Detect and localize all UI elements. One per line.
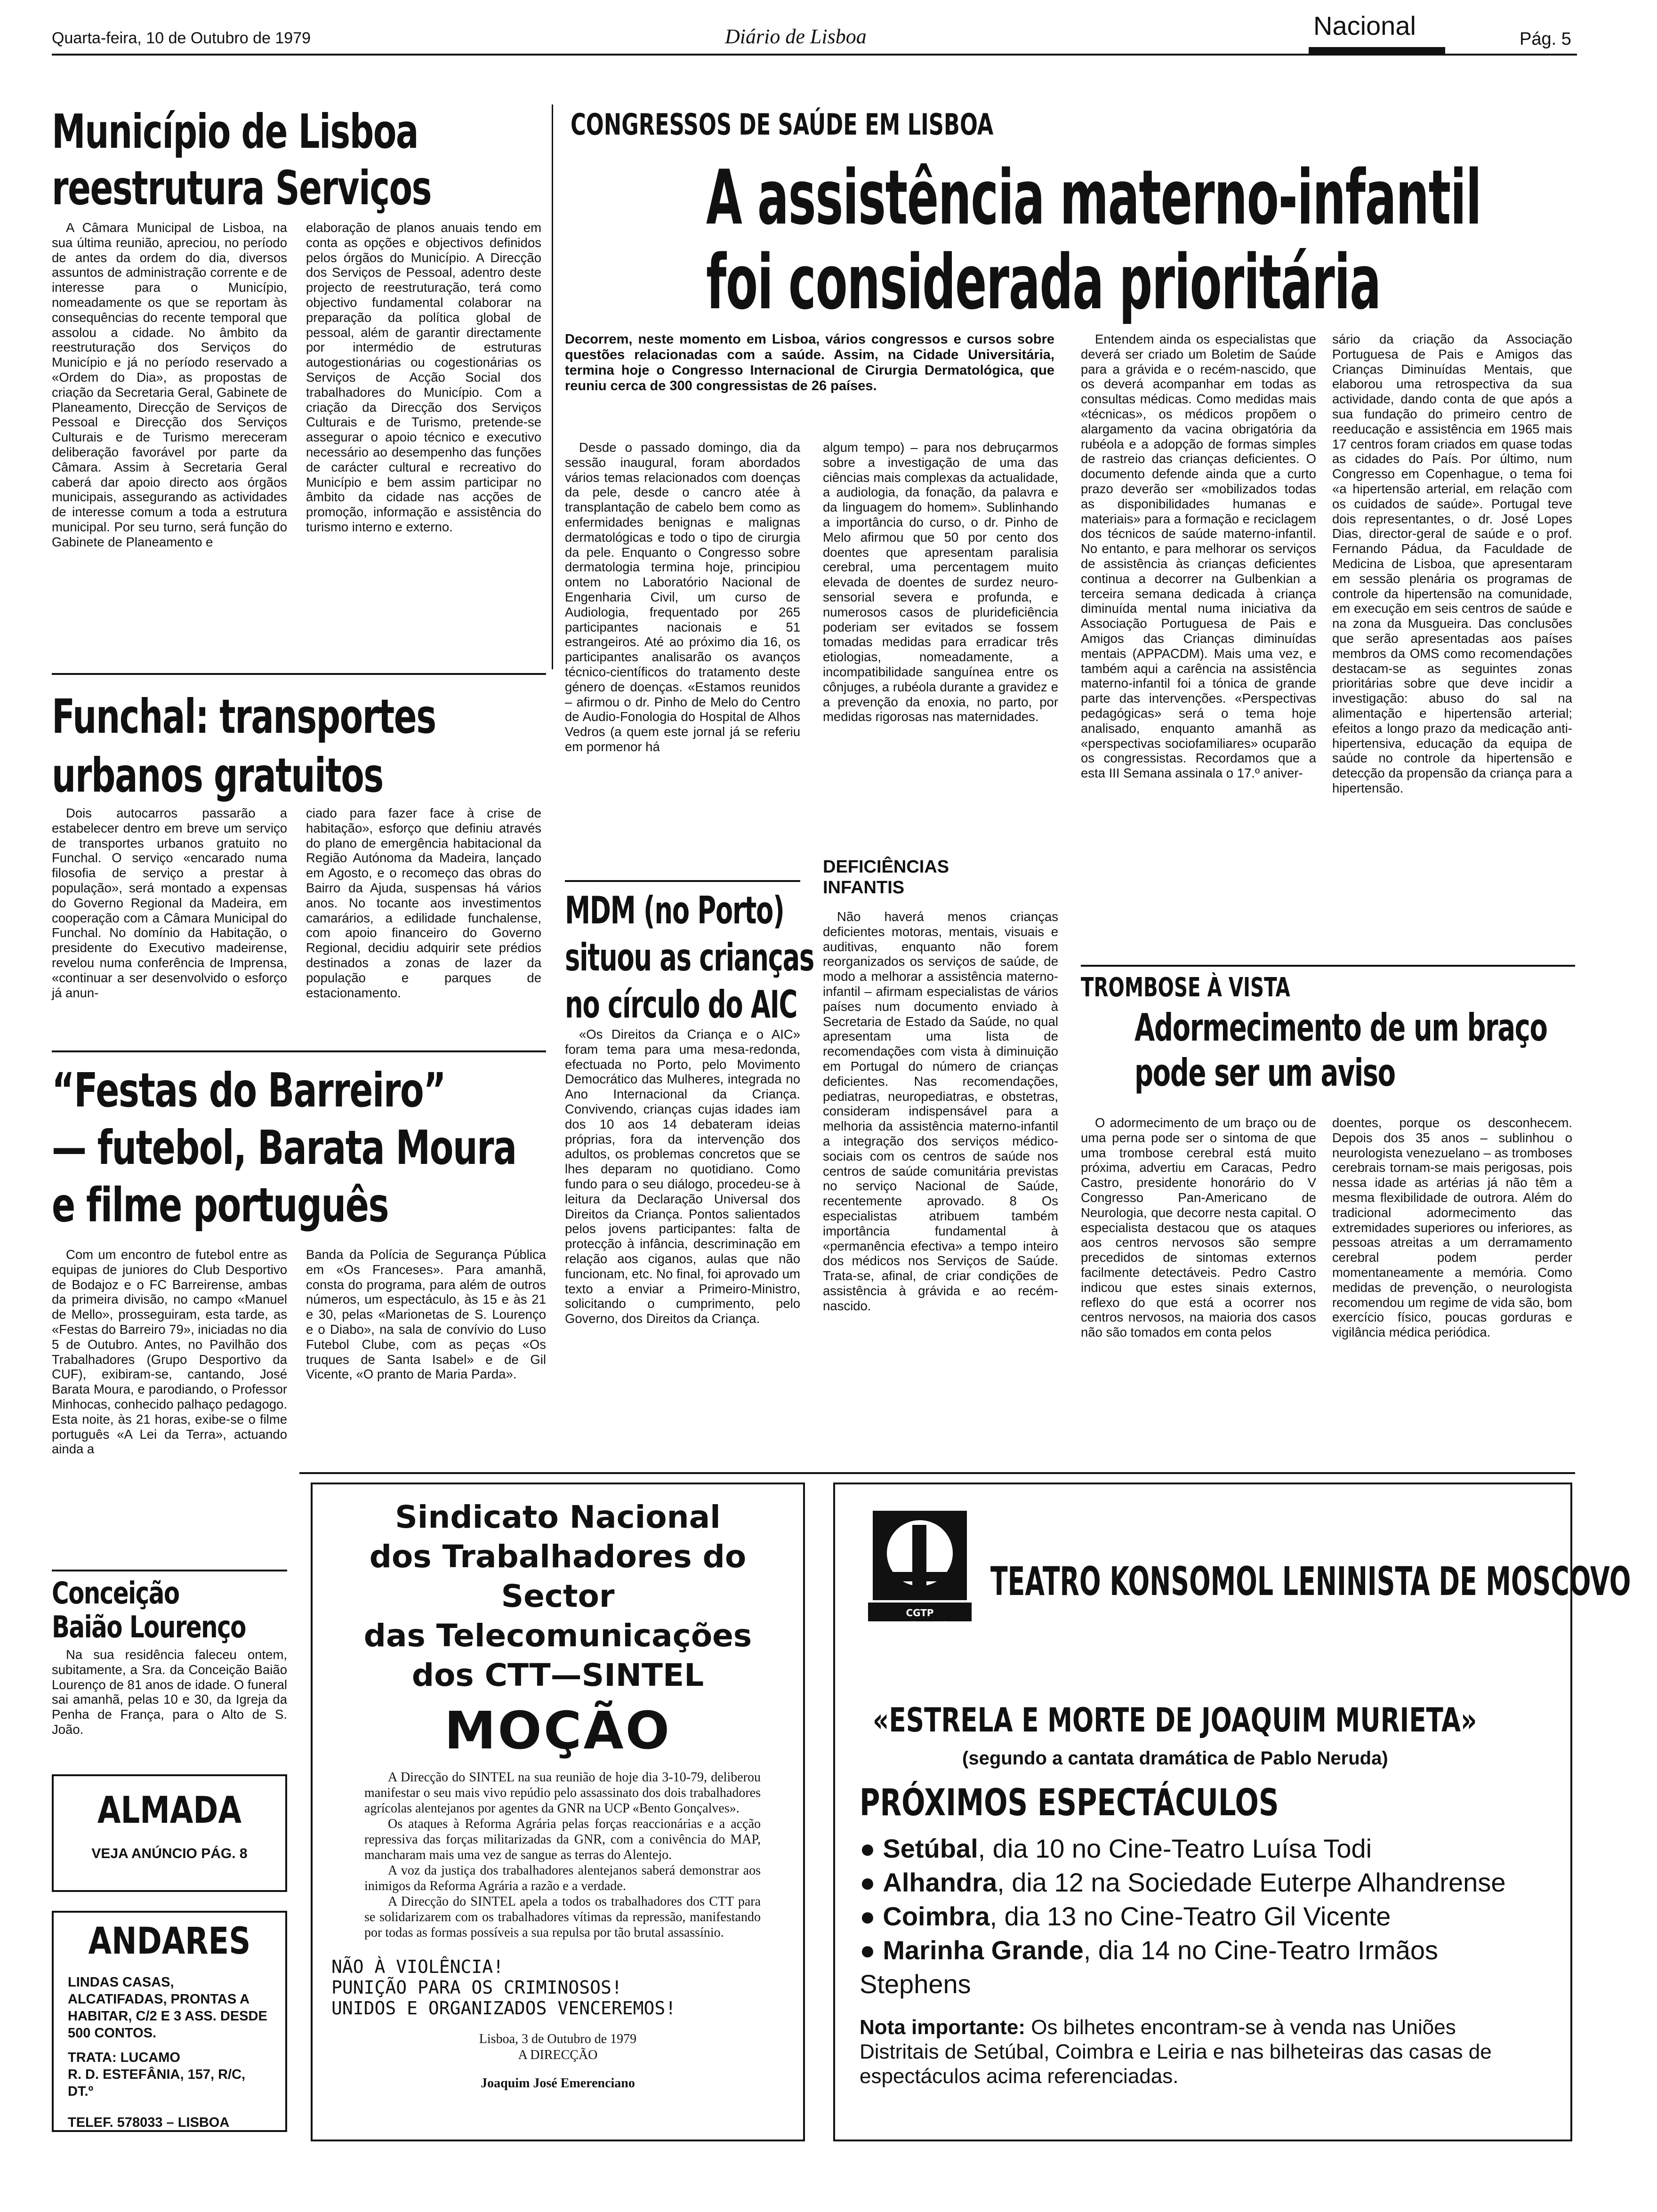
obituary-headline (52, 1577, 287, 1644)
show-coimbra-details: , dia 13 no Cine-Teatro Gil Vicente (989, 1901, 1391, 1931)
show-marinha-details: , dia 14 no Cine-Teatro Irmãos Stephens (860, 1935, 1438, 1999)
divider (1081, 965, 1575, 967)
ad-almada-text: VEJA ANÚNCIO PÁG. 8 (91, 1846, 248, 1861)
congressos-col4: sário da criação da Associação Portuguesa de Pais e Amigos das Crianças Diminuídas Mentais, que elaborou uma retrospectiva da sua actividade, dando conta de que após a sua fundação do primeiro centro de reeducação e assistência em 1965 mais 17 centros foram criados em quase todas as cidades do País. Por último, num Congresso em Copenhague, o tema foi «a hipertensão arterial, em relação com os cuidados de saúde». Portugal teve dois representantes, o dr. José Lopes Dias, director-geral de saúde e o prof. Fernando Pádua, da Faculdade de Medicina de Lisboa, que apresentaram em sessão plenária os programas de controle da hipertensão na comunidade, em execução em seis centros de saúde e na zona da Musgueira. Das conclusões que serão apresentadas aos países membros da OMS como recomendações destacam-se as seguintes zonas prioritárias sobre que deve incidir a investigação: abuso do sal na alimentação e hipertensão arterial; efeitos a longo prazo da medicação anti-hipertensiva, educação da equipa de saúde no controle da hipertensão e detecção da propensão da criança para a hipertensão. (1332, 332, 1572, 795)
mdm-title-3: no círculo do AIC (565, 983, 797, 1026)
divider (52, 1050, 546, 1052)
sintel-p1: A Direcção do SINTEL na sua reunião de hoje dia 3-10-79, deliberou manifestar o seu mais vivo repúdio pelo assassinato dos dois trabalhadores agrícolas alentejanos por agentes da GNR na UCP «Bento Gonçalves». (364, 1770, 761, 1816)
teatro-title: TEATRO KONSOMOL LENINISTA DE MOSCOVO (990, 1558, 1631, 1604)
municipio-col1: A Câmara Municipal de Lisboa, na sua última reunião, apreciou, no período de antes da ordem do dia, diversos assuntos de administração corrente e de interesse para o Município, nomeadamente os que se reportam às consequências do recente temporal que assolou a cidade. No âmbito da reestruturação dos Serviços do Município e já no período reservado a «Ordem do Dia», as propostas de criação da Secretaria Geral, Gabinete de Planeamento, Direcção de Serviços de Pessoal e Direcção dos Serviços Culturais e de Turismo mereceram deliberação favorável por parte da Câmara. Assim à Secretaria Geral caberá dar apoio directo aos órgãos municipais, assegurando as actividades de interesse comum a toda a estrutura municipal. Por seu turno, será função do Gabinete de Planeamento e (52, 220, 287, 549)
divider (52, 1570, 287, 1571)
barreiro-title-1: “Festas do Barreiro” (52, 1063, 446, 1118)
obituary-name-2: Baião Lourenço (52, 1610, 246, 1645)
ad-sintel (311, 1483, 805, 2141)
ad-andares-line1: LINDAS CASAS, ALCATIFADAS, PRONTAS A HABITAR, C/2 E 3 ASS. DESDE 500 CONTOS. (68, 1975, 267, 2041)
mdm-text: «Os Direitos da Criança e o AIC» foram tema para uma mesa-redonda, efectuada no Porto, pelo Movimento Democrático das Mulheres, integrada no Ano Internacional da Criança. Convivendo, crianças cujas idades iam dos 10 aos 14 debateram ideias próprias, fora da intervenção dos adultos, os problemas concretos que se lhes deparam no quotidiano. Como fundo para o seu diálogo, procedeu-se à leitura da Declaração Universal dos Direitos da Criança. Pontos salientados pelos jovens participantes: falta de protecção à infância, descriminação em relação aos ciganos, aulas que não funcionam, etc. No final, foi aprovado um texto a enviar a Primeiro-Ministro, solicitando o cumprimento, pelo Governo, dos Direitos da Criança. (565, 1027, 800, 1326)
trombose-title-2: pode ser um aviso (1134, 1051, 1395, 1095)
teatro-play: «ESTRELA E MORTE DE JOAQUIM MURIETA» (873, 1701, 1477, 1739)
sintel-title-2: dos Trabalhadores do Sector (369, 1539, 747, 1614)
show-marinha-grande (860, 1933, 1537, 2001)
funchal-title-1: Funchal: transportes (52, 689, 436, 744)
congressos-lead: Decorrem, neste momento em Lisboa, vários congressos e cursos sobre questões relacionadas com a saúde. Assim, na Cidade Universitária, termina hoje o Congresso Internacional de Cirurgia Dermatológica, que reuniu cerca de 300 congressistas de 26 países. (565, 332, 1054, 393)
sintel-p4: A Direcção do SINTEL apela a todos os trabalhadores dos CTT para se solidarizarem com os trabalhadores vítimas da repressão, manifestando por todas as formas possíveis a sua repulsa por tão brutal assassínio. (364, 1894, 761, 1940)
funchal-title-2: urbanos gratuitos (52, 748, 383, 803)
ad-andares-line2: TRATA: LUCAMO (68, 2050, 180, 2065)
page-number: Pág. 5 (1520, 29, 1571, 49)
divider (565, 880, 800, 882)
funchal-headline (52, 687, 551, 805)
sintel-body (313, 1761, 803, 1940)
sintel-slogan-2: PUNIÇÃO PARA OS CRIMINOSOS! (331, 1977, 622, 1998)
teatro-subtitle: (segundo a cantata dramática de Pablo Neruda) (962, 1748, 1388, 1769)
municipio-headline (52, 104, 551, 216)
mdm-title-2: situou as crianças (565, 936, 814, 979)
show-coimbra (860, 1899, 1537, 1933)
trombose-kicker: TROMBOSE À VISTA (1081, 972, 1290, 1003)
obituary-name-1: Conceição (52, 1576, 179, 1611)
show-setubal (860, 1832, 1537, 1866)
divider (52, 673, 546, 675)
header-date: Quarta-feira, 10 de Outubro de 1979 (52, 29, 311, 47)
congressos-col1: Desde o passado domingo, dia da sessão inaugural, foram abordados vários temas relacionados com doenças da pele, desde o cancro atée à transplantação de cabelo bem como as enfermidades benignas e malignas dermatológicas e todo o tipo de cirurgia da pele. Enquanto o Congresso sobre dermatologia termina hoje, principiou ontem no Laboratório Nacional de Engenharia Civil, um curso de Audiologia, frequentado por 265 participantes nacionais e 51 estrangeiros. Até ao próximo dia 16, os participantes analisarão os avanços técnico-científicos do tratamento deste género de doenças. «Estamos reunidos – afirmou o dr. Pinho de Melo do Centro de Audio-Fonologia do Hospital de Alhos Vedros (a quem este jornal já se referiu em pormenor há (565, 440, 800, 754)
show-alhandra (860, 1866, 1537, 1899)
sintel-slogans (313, 1940, 803, 2019)
barreiro-title-2: — futebol, Barata Moura (52, 1120, 516, 1175)
sintel-mocao: MOÇÃO (444, 1700, 672, 1761)
sintel-title (313, 1498, 803, 1695)
obituary-text: Na sua residência faleceu ontem, subitamente, a Sra. da Conceição Baião Lourenço de 81 anos de idade. O funeral sai amanhã, pelas 10 e 30, da Igreja da Penha de França, para o Alto de S. João. (52, 1647, 287, 1737)
bullet-icon: ● (860, 1901, 876, 1931)
logo-base (892, 1572, 948, 1581)
teatro-note (860, 2015, 1537, 2089)
bullet-icon: ● (860, 1834, 876, 1863)
ad-teatro (833, 1483, 1631, 2141)
sintel-slogan-1: NÃO À VIOLÊNCIA! (331, 1956, 504, 1977)
sintel-title-4: dos CTT—SINTEL (411, 1657, 704, 1693)
sintel-date: Lisboa, 3 de Outubro de 1979 (479, 2032, 637, 2046)
teatro-next-title: PRÓXIMOS ESPECTÁCULOS (860, 1782, 1279, 1824)
show-alhandra-details: , dia 12 na Sociedade Euterpe Alhandrense (997, 1867, 1506, 1897)
funchal-col2: ciado para fazer face à crise de habitação», esforço que definiu através do plano de emergência habitacional da Região Autónoma da Madeira, lançado em Agosto, e o recomeço das obras do Bairro da Ajuda, suspensas há vários anos. No tocante aos investimentos camarários, a edilidade funchalense, com apoio financeiro do Governo Regional, decidiu adquirir sete prédios destinados a zonas de lazer da população e parques de estacionamento. (306, 806, 541, 1000)
sintel-slogan-3: UNIDOS E ORGANIZADOS VENCEREMOS! (331, 1998, 676, 2019)
masthead: Diário de Lisboa (725, 25, 867, 48)
ad-almada-title: ALMADA (97, 1789, 241, 1832)
column-rule (552, 104, 553, 669)
municipio-title-1: Município de Lisboa (52, 104, 418, 159)
teatro-note-label: Nota importante: (860, 2016, 1025, 2039)
ad-andares-line4: TELEF. 578033 – LISBOA (68, 2115, 230, 2130)
mdm-title-1: MDM (no Porto) (565, 889, 784, 932)
congressos-col2b: Não haverá menos crianças deficientes motoras, mentais, visuais e auditivas, enquanto não forem reorganizados os serviços de saúde, de modo a melhorar a assistência materno-infantil – afirmam especialistas de vários países num documento enviado à Secretaria de Estado da Saúde, no qual apresentam uma lista de recomendações com vista à diminuição em Portugal do número de crianças deficientes. Nas recomendações, pediatras, neuropediatras, e obstetras, consideram indispensável para a melhoria da assistência materno-infantil a integração dos serviços médico-sociais com os centros de saúde nos centros de saúde comunitária previstas no serviço Nacional de Saúde, recentemente aprovado. 8 Os especialistas atribuem também importância fundamental à «permanência efectiva» a tempo inteiro dos médicos nos Serviços de Saúde. Trata-se, afinal, de criar condições de assistência à grávida e ao recém-nascido. (823, 909, 1058, 1313)
show-coimbra-city: Coimbra (883, 1901, 990, 1931)
divider (299, 1472, 1575, 1474)
show-setubal-details: , dia 10 no Cine-Teatro Luísa Todi (978, 1834, 1372, 1863)
barreiro-col2: Banda da Polícia de Segurança Pública em «Os Franceses». Para amanhã, consta do programa, para além de outros números, um espectáculo, às 15 e às 21 e 30, pelas «Marionetas de S. Lourenço e o Diabo», na sala de convívio do Luso Futebol Clube, com as peças «Os truques de Santa Isabel» e de Gil Vicente, «O pranto de Maria Parda». (306, 1247, 546, 1382)
congressos-col2: algum tempo) – para nos debruçarmos sobre a investigação de uma das ciências mais complexas da actualidade, a audiologia, da fonação, da palavra e da linguagem do homem». Sublinhando a importância do curso, o dr. Pinho de Melo afirmou que 50 por cento dos doentes que apresentam paralisia cerebral, uma percentagem muito elevada de doentes de surdez neuro-sensorial severa e profunda, e numerosos casos de plurideficiência poderiam ser evitados se fossem tomadas medidas para erradicar três etiologias, nomeadamente, a incompatibilidade sanguínea entre os cônjuges, a rubéola durante a gravidez e a prevenção da enoxia, no parto, por medidas rigorosas nas maternidades. (823, 440, 1058, 724)
mdm-headline (565, 887, 814, 1028)
trombose-title-1: Adormecimento de um braço (1134, 1006, 1547, 1050)
congressos-subhead: DEFICIÊNCIAS INFANTIS (823, 857, 949, 898)
show-alhandra-city: Alhandra (883, 1867, 997, 1897)
sintel-title-1: Sindicato Nacional (395, 1499, 721, 1535)
bullet-icon: ● (860, 1935, 876, 1965)
funchal-col1: Dois autocarros passarão a estabelecer dentro em breve um serviço de transportes urbanos gratuito no Funchal. O serviço «encarado numa filosofia de serviço a prestar à população», será montado a expensas do Governo Regional da Madeira, em cooperação com a Câmara Municipal do Funchal. No domínio da Habitação, o presidente do Executivo madeirense, revelou numa conferência de Imprensa, «continuar a ser desenvolvido o esforço já anun- (52, 806, 287, 1000)
trombose-col2: doentes, porque os desconhecem. Depois dos 35 anos – sublinhou o neurologista venezuelano – as tromboses cerebrais tornam-se mais perigosas, pois nessa idade as artérias já não têm a mesma flexibilidade de outrora. Além do tradicional adormecimento das extremidades superiores ou inferiores, as pessoas atreitas a um derramamento cerebral podem perder momentaneamente a memória. Como medidas de prevenção, o neurologista recomendou um regime de vida são, bom exercício físico, poucas gorduras e vigilância médica periódica. (1332, 1115, 1572, 1340)
barreiro-col1: Com um encontro de futebol entre as equipas de juniores do Club Desportivo de Bodajoz e o FC Barreirense, ambas da primeira divisão, no campo «Manuel de Mello», prosseguiram, esta tarde, as «Festas do Barreiro 79», iniciadas no dia 5 de Outubro. Antes, no Pavilhão dos Trabalhadores (Grupo Desportivo da CUF), exibiram-se, cantando, José Barata Moura, e parodiando, o Professor Minhocas, conhecido palhaço pedagogo. Esta noite, às 21 horas, exibe-se o filme português «A Lei da Terra», actuando ainda a (52, 1247, 287, 1457)
congressos-kicker: CONGRESSOS DE SAÚDE EM LISBOA (571, 107, 994, 142)
congressos-title-2: foi considerada prioritária (706, 238, 1381, 326)
teatro-shows (860, 1832, 1537, 2001)
barreiro-title-3: e filme português (52, 1178, 389, 1233)
sintel-p3: A voz da justiça dos trabalhadores alentejanos saberá demonstrar aos inimigos da Reforma Agrária a razão e a verdade. (364, 1863, 761, 1893)
bullet-icon: ● (860, 1867, 876, 1897)
sintel-p2: Os ataques à Reforma Agrária pelas forças reaccionárias e a acção repressiva das forças militarizadas da GNR, com a conivência do MAP, mancharam mais uma vez de sangue as terras do Alentejo. (364, 1817, 761, 1862)
congressos-col3: Entendem ainda os especialistas que deverá ser criado um Boletim de Saúde para a grávida e o recém-nascido, que os deverá acompanhar em todas as consultas médicas. Como medidas mais «técnicas», os médicos propõem o alargamento da vacina obrigatória da rubéola e a adopção de formas simples de rastreio das crianças deficientes. O documento defende ainda que a curto prazo deverão ser «mobilizados todas as disponibilidades humanas e materiais» para a formação e reciclagem dos técnicos de saúde materno-infantil. No entanto, e para melhorar os serviços de assistência às crianças deficientes continua a decorrer na Gulbenkian a terceira semana dedicada à criança diminuída mental numa iniciativa da Associação Portuguesa de Pais e Amigos das Crianças diminuídas mentais (APPACDM). Mais uma vez, e também aqui a carência na assistência materno-infantil foi a tónica de grande parte das intervenções. «Perspectivas pedagógicas» será o tema hoje analisado, enquanto amanhã as «perspectivas sociofamiliares» ocuparão os congressistas. Recordamos que a esta III Semana assinala o 17.º aniver- (1081, 332, 1316, 781)
cgtp-logo-text: CGTP INTERSINDICAL (879, 1607, 961, 1631)
teatro-note-text: Os bilhetes encontram-se à venda nas Uniões Distritais de Setúbal, Coimbra e Leiria e nas bilheteiras das casas de espectáculos acima referenciadas. (860, 2016, 1492, 2088)
section-name: Nacional (1313, 11, 1416, 40)
header-section-rule (1309, 47, 1445, 54)
trombose-col1: O adormecimento de um braço ou de uma perna pode ser o sintoma de que uma trombose cerebral está muito próxima, advertiu em Caracas, Pedro Castro, presidente honorário do V Congresso Pan-Americano de Neurologia, que decorre nesta capital. O especialista destacou que os ataques aos centros nervosos são sempre precedidos de sintomas externos facilmente detectáveis. Pedro Castro indicou que estes sinais externos, reflexo do que está a ocorrer nos centros nervosos, na maioria dos casos não são tomados em conta pelos (1081, 1115, 1316, 1340)
show-setubal-city: Setúbal (883, 1834, 978, 1863)
municipio-col2: elaboração de planos anuais tendo em conta as opções e objectivos definidos pelos órgãos do Município. A Direcção dos Serviços de Pessoal, adentro deste projecto de reestruturação, terá como objectivo fundamental colaborar na preparação da política global de pessoal, além de garantir directamente por intermédio de estruturas autogestionárias ou cogestionárias os Serviços de Acção Social dos trabalhadores do Município. Com a criação da Direcção dos Serviços Culturais e de Turismo, pretende-se assegurar o apoio técnico e executivo necessário ao desempenho das funções de carácter cultural e recreativo do Município e bem assim participar no âmbito da cidade nas acções de promoção, informação e assistência do turismo interno e externo. (306, 220, 541, 534)
sintel-sign: A DIRECÇÃO (518, 2048, 598, 2062)
header-rule (52, 54, 1577, 56)
ad-andares-title: ANDARES (88, 1920, 251, 1963)
sintel-title-3: das Telecomunicações (363, 1618, 752, 1654)
sintel-name: Joaquim José Emerenciano (481, 2076, 635, 2091)
congressos-title-1: A assistência materno-infantil (706, 153, 1481, 241)
show-marinha-city: Marinha Grande (883, 1935, 1084, 1965)
barreiro-headline (52, 1062, 551, 1234)
ad-almada (52, 1774, 287, 1892)
municipio-title-2: reestrutura Serviços (52, 160, 432, 216)
ad-andares (52, 1911, 287, 2132)
ad-andares-line3: R. D. ESTEFÂNIA, 157, R/C, DT.º (68, 2067, 246, 2099)
